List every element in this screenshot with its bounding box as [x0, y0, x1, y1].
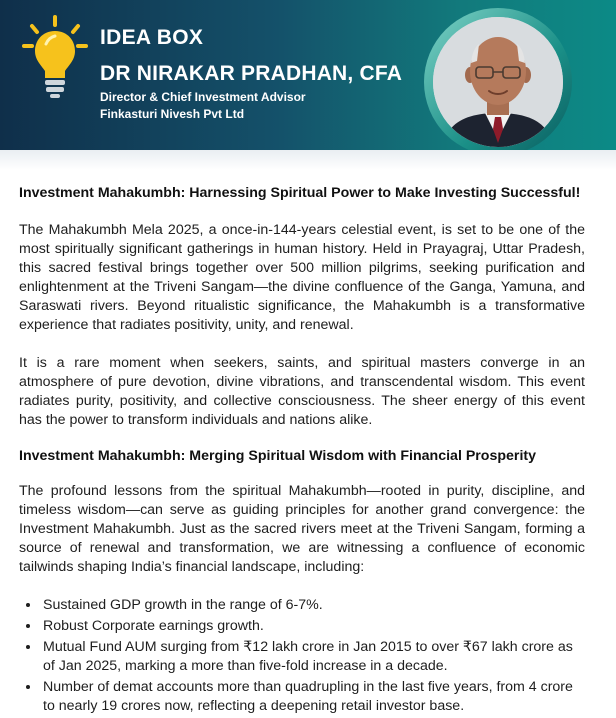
- article-heading-2: Investment Mahakumbh: Merging Spiritual Wisdom with Financial Prosperity: [19, 448, 536, 464]
- author-role: Director & Chief Investment Advisor: [100, 90, 306, 104]
- list-item: • Number of demat accounts more than quadrupling in the last five years, from 4 crore to nearly 19 crores now, reflecting a deepening retail investor base.: [41, 678, 585, 716]
- list-item: • Sustained GDP growth in the range of 6-7%.: [41, 596, 585, 615]
- list-item: • Mutual Fund AUM surging from ₹12 lakh crore in Jan 2015 to over ₹67 lakh crore as of Jan 2025, marking a more than five-fold increase in a decade.: [41, 638, 585, 676]
- bullet-list: [19, 596, 585, 716]
- author-portrait: [433, 17, 563, 147]
- banner-shadow: [0, 150, 616, 170]
- idea-box-title: IDEA BOX: [100, 26, 204, 49]
- author-name: DR NIRAKAR PRADHAN, CFA: [100, 62, 403, 85]
- lightbulb-icon: [20, 14, 90, 100]
- author-company: Finkasturi Nivesh Pvt Ltd: [100, 107, 245, 121]
- paragraph-3: The profound lessons from the spiritual Mahakumbh—rooted in purity, discipline, and timeless wisdom—can serve as guiding principles for another grand convergence: the Investment Mahakumbh. Just as the sacred rivers meet at the Triveni Sangam, forming a source of renewal and transformation, we are witnessing a confluence of economic tailwinds shaping India’s financial landscape, including:: [19, 483, 585, 575]
- list-item: • Robust Corporate earnings growth.: [41, 617, 585, 636]
- paragraph-1: The Mahakumbh Mela 2025, a once-in-144-years celestial event, is set to be one of the most spiritually significant gatherings in human history. Held in Prayagraj, Uttar Pradesh, this sacred festival brings together over 500 million pilgrims, seeking purification and enlightenment at the Triveni Sangam—the divine confluence of the Ganga, Yamuna, and Saraswati rivers. Beyond ritualistic significance, the Mahakumbh is a transformative experience that radiates positivity, unity, and renewal.: [19, 222, 585, 333]
- paragraph-2: It is a rare moment when seekers, saints, and spiritual masters converge in an atmosphere of pure devotion, divine vibrations, and transcendental wisdom. This event radiates purity, positivity, and collective consciousness. The sheer energy of this event has the power to transform individuals and nations alike.: [19, 355, 585, 428]
- article-heading-1: Investment Mahakumbh: Harnessing Spiritual Power to Make Investing Successful!: [19, 185, 581, 201]
- article-body: [19, 184, 585, 718]
